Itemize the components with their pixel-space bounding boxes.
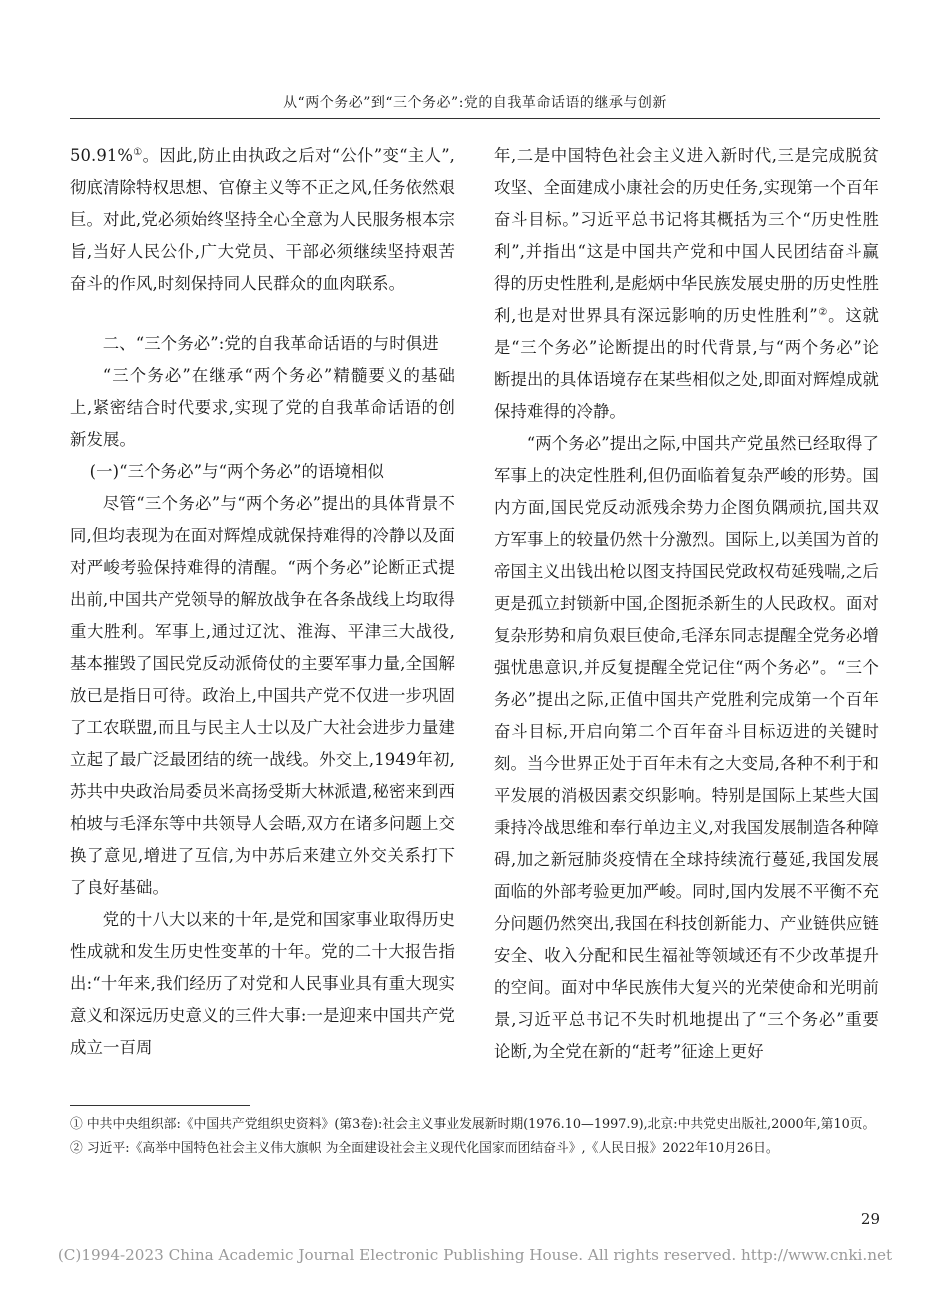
paragraph: “三个务必”在继承“两个务必”精髓要义的基础上,紧密结合时代要求,实现了党的自我革命话语的创新发展。 bbox=[70, 366, 455, 449]
paragraph-text: 50.91% bbox=[70, 146, 134, 165]
footnote-ref[interactable]: ② bbox=[817, 307, 829, 318]
paragraph: “两个务必”提出之际,中国共产党虽然已经取得了军事上的决定性胜利,但仍面临着复杂严峻的形势。国内方面,国民党反动派残余势力企图负隅顽抗,国共双方军事上的较量仍然十分激烈。国际上,以美国为首的帝国主义出钱出枪以图支持国民党政权苟延残喘,之后更是孤立封锁新中国,企图扼杀新生的人民政权。面对复杂形势和肩负艰巨使命,毛泽东同志提醒全党务必增强忧患意识,并反复提醒全党记住“两个务必”。“三个务必”提出之际,正值中国共产党胜利完成第一个百年奋斗目标,开启向第二个百年奋斗目标迈进的关键时刻。当今世界正处于百年未有之大变局,各种不利于和平发展的消极因素交织影响。特别是国际上某些大国秉持冷战思维和奉行单边主义,对我国发展制造各种障碍,加之新冠肺炎疫情在全球持续流行蔓延,我国发展面临的外部考验更加严峻。同时,国内发展不平衡不充分问题仍然突出,我国在科技创新能力、产业链供应链安全、收入分配和民生福祉等领域还有不少改革提升的空间。面对中华民族伟大复兴的光荣使命和光明前景,习近平总书记不失时机地提出了“三个务必”重要论断,为全党在新的“赶考”征途上更好 bbox=[494, 434, 879, 1061]
subsection-heading: (一)“三个务必”与“两个务必”的语境相似 bbox=[89, 462, 384, 481]
paragraph: 党的十八大以来的十年,是党和国家事业取得历史性成就和发生历史性变革的十年。党的二十大报告指出:“十年来,我们经历了对党和人民事业具有重大现实意义和深远历史意义的三件大事:一是迎来中国共产党成立一百周 bbox=[70, 910, 455, 1057]
footnotes bbox=[70, 1114, 880, 1162]
header-divider bbox=[70, 118, 880, 119]
section-heading: 二、“三个务必”:党的自我革命话语的与时俱进 bbox=[102, 334, 439, 353]
paragraph-text: 。这就是“三个务必”论断提出的时代背景,与“两个务必”论断提出的具体语境存在某些相似之处,即面对辉煌成就保持难得的冷静。 bbox=[494, 306, 879, 421]
footnote: ① 中共中央组织部:《中国共产党组织史资料》(第3卷):社会主义事业发展新时期(1976.10—1997.9),北京:中共党史出版社,2000年,第10页。 bbox=[70, 1117, 876, 1132]
paragraph bbox=[494, 140, 879, 428]
left-column bbox=[70, 140, 455, 1090]
paragraph bbox=[70, 140, 455, 300]
page-number: 29 bbox=[860, 1210, 880, 1228]
running-header: 从“两个务必”到“三个务必”:党的自我革命话语的继承与创新 bbox=[283, 95, 667, 111]
right-column bbox=[494, 140, 879, 1090]
paragraph-text: 。因此,防止由执政之后对“公仆”变“主人”,彻底清除特权思想、官僚主义等不正之风,任务依然艰巨。对此,党必须始终坚持全心全意为人民服务根本宗旨,当好人民公仆,广大党员、干部必须继续坚持艰苦奋斗的作风,时刻保持同人民群众的血肉联系。 bbox=[70, 146, 455, 293]
paragraph-text: 年,二是中国特色社会主义进入新时代,三是完成脱贫攻坚、全面建成小康社会的历史任务,实现第一个百年奋斗目标。”习近平总书记将其概括为三个“历史性胜利”,并指出“这是中国共产党和中国人民团结奋斗赢得的历史性胜利,是彪炳中华民族发展史册的历史性胜利,也是对世界具有深远影响的历史性胜利” bbox=[494, 146, 879, 325]
paragraph: 尽管“三个务必”与“两个务必”提出的具体背景不同,但均表现为在面对辉煌成就保持难得的冷静以及面对严峻考验保持难得的清醒。“两个务必”论断正式提出前,中国共产党领导的解放战争在各条战线上均取得重大胜利。军事上,通过辽沈、淮海、平津三大战役,基本摧毁了国民党反动派倚仗的主要军事力量,全国解放已是指日可待。政治上,中国共产党不仅进一步巩固了工农联盟,而且与民主人士以及广大社会进步力量建立起了最广泛最团结的统一战线。外交上,1949年初,苏共中央政治局委员米高扬受斯大林派遣,秘密来到西柏坡与毛泽东等中共领导人会晤,双方在诸多问题上交换了意见,增进了互信,为中苏后来建立外交关系打下了良好基础。 bbox=[70, 494, 455, 897]
footnote-divider bbox=[70, 1105, 250, 1106]
footnote-ref[interactable]: ① bbox=[133, 147, 143, 158]
footnote: ② 习近平:《高举中国特色社会主义伟大旗帜 为全面建设社会主义现代化国家而团结奋斗》,《人民日报》2022年10月26日。 bbox=[70, 1141, 779, 1156]
copyright-notice: (C)1994-2023 China Academic Journal Electronic Publishing House. All rights reserved. http://www.cnki.net bbox=[57, 1246, 893, 1264]
